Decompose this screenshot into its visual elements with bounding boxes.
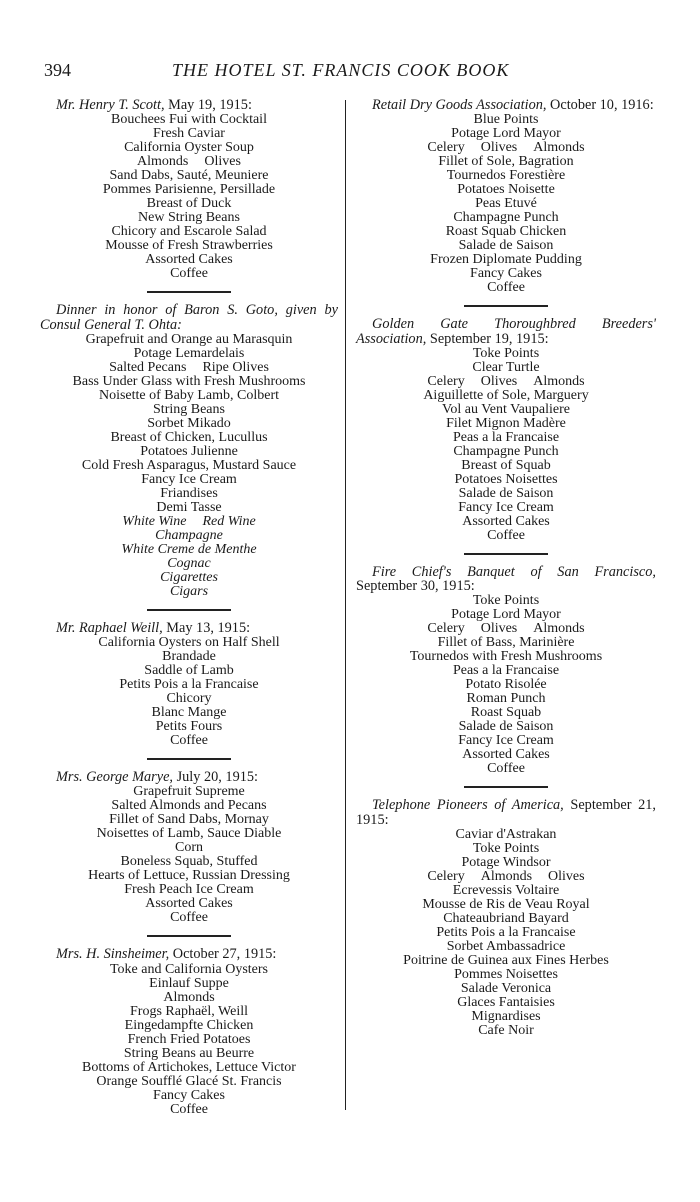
menu-item-text: Peas Etuvé	[475, 196, 537, 212]
menu-item-text: Coffee	[170, 733, 208, 749]
menu-item-text: Tournedos with Fresh Mushrooms	[409, 649, 603, 665]
menu-host: Mrs. George Marye,	[56, 769, 173, 786]
menu-title	[40, 947, 338, 961]
menu-item	[40, 897, 338, 911]
section-divider	[464, 786, 548, 788]
menu-item-text: Bottoms of Artichokes, Lettuce Victor	[82, 1059, 296, 1075]
left-column	[40, 98, 338, 1117]
menu-item	[40, 636, 338, 650]
menu-block	[40, 303, 338, 599]
menu-item	[40, 183, 338, 197]
menu-item-text: Red Wine	[202, 513, 256, 529]
menu-item	[40, 841, 338, 855]
menu-item-text: Fancy Ice Cream	[458, 499, 554, 515]
menu-title	[356, 565, 656, 594]
menu-block	[356, 798, 656, 1038]
menu-item	[40, 813, 338, 827]
menu-item	[40, 473, 338, 487]
menu-item	[40, 197, 338, 211]
menu-item	[356, 445, 656, 459]
menu-item-text: White Creme de Menthe	[121, 541, 257, 557]
menu-item	[40, 799, 338, 813]
menu-item-text: Salade Veronica	[460, 981, 552, 997]
menu-item	[40, 225, 338, 239]
menu-item	[40, 963, 338, 977]
menu-item	[356, 982, 656, 996]
menu-item	[40, 141, 338, 155]
menu-item	[356, 748, 656, 762]
menu-item	[40, 1033, 338, 1047]
menu-item-text: Potatoes Noisettes	[454, 471, 558, 487]
menu-item-text: Celery	[427, 621, 465, 637]
menu-item	[40, 785, 338, 799]
menu-item	[356, 996, 656, 1010]
menu-item	[356, 842, 656, 856]
menu-item-text: Almonds	[533, 373, 585, 389]
menu-item	[40, 501, 338, 515]
menu-item-text: Blue Points	[473, 112, 539, 128]
menu-item	[356, 898, 656, 912]
menu-item-text: Fillet of Bass, Marinière	[437, 635, 575, 651]
menu-item-text: Vol au Vent Vaupaliere	[442, 401, 570, 417]
menu-item	[356, 487, 656, 501]
menu-item	[356, 954, 656, 968]
menu-item-text: Fancy Cakes	[470, 266, 542, 282]
menu-item	[356, 113, 656, 127]
menu-item-text: Noisettes of Lamb, Sauce Diable	[96, 826, 282, 842]
menu-item-text: Bass Under Glass with Fresh Mushrooms	[72, 373, 306, 389]
section-divider	[464, 553, 548, 555]
menu-item	[356, 347, 656, 361]
menu-item-text: Mignardises	[471, 1009, 541, 1025]
menu-item-text: Celery	[427, 373, 465, 389]
menu-host: Retail Dry Goods Association,	[372, 97, 547, 113]
menu-item-text: Potato Risolée	[465, 677, 547, 693]
menu-item	[356, 650, 656, 664]
menu-item	[356, 636, 656, 650]
menu-item-text: Olives	[204, 154, 241, 170]
menu-item-text: Chicory and Escarole Salad	[111, 224, 267, 240]
menu-item-text: Assorted Cakes	[462, 513, 550, 529]
menu-item	[40, 113, 338, 127]
menu-item-text: Salade de Saison	[458, 238, 554, 254]
menu-item-text: Blanc Mange	[151, 705, 227, 721]
menu-item	[40, 1089, 338, 1103]
menu-item	[40, 487, 338, 501]
menu-item-text: Coffee	[487, 527, 525, 543]
menu-item-text: Eingedampfte Chicken	[124, 1017, 254, 1033]
menu-item-text: Assorted Cakes	[145, 252, 233, 268]
beverage-item	[40, 515, 338, 529]
menu-item	[356, 762, 656, 776]
menu-item	[356, 267, 656, 281]
menu-item-text: Frogs Raphaël, Weill	[130, 1003, 248, 1019]
menu-item	[356, 281, 656, 295]
menu-item-text: Peas a la Francaise	[452, 663, 560, 679]
menu-item-text: Petits Pois a la Francaise	[436, 925, 576, 941]
menu-item	[40, 911, 338, 925]
menu-item	[356, 473, 656, 487]
menu-item-text: Potage Windsor	[461, 855, 551, 871]
menu-item-text: Chicory	[166, 691, 212, 707]
menu-item-text: Petits Pois a la Francaise	[119, 677, 259, 693]
menu-item-text: Brandade	[162, 649, 216, 665]
menu-item-text: Celery	[427, 140, 465, 156]
menu-item	[356, 856, 656, 870]
menu-item-text: Sorbet Mikado	[147, 415, 231, 431]
menu-item	[356, 529, 656, 543]
menu-item-text: Toke Points	[472, 593, 540, 609]
menu-item-text: Cognac	[167, 555, 211, 571]
menu-item	[40, 417, 338, 431]
menu-item	[40, 706, 338, 720]
menu-item-text: Cafe Noir	[478, 1023, 534, 1039]
menu-item-text: Roast Squab	[470, 705, 542, 721]
menu-host: Fire Chief's Banquet of San Francisco,	[372, 563, 656, 580]
menu-item-text: Hearts of Lettuce, Russian Dressing	[88, 868, 290, 884]
menu-title	[356, 798, 656, 827]
menu-item-text: Ecrevessis Voltaire	[452, 883, 560, 899]
menu-item-text: Almonds	[533, 140, 585, 156]
menu-item-text: Aiguillette of Sole, Marguery	[423, 387, 589, 403]
section-divider	[464, 305, 548, 307]
beverage-item	[40, 543, 338, 557]
menu-item	[356, 706, 656, 720]
menu-item	[356, 239, 656, 253]
menu-host: Mr. Raphael Weill,	[56, 619, 163, 636]
menu-item	[356, 211, 656, 225]
menu-item	[40, 431, 338, 445]
menu-date: October 10, 1916:	[546, 97, 654, 113]
beverage-item	[40, 571, 338, 585]
menu-item	[40, 361, 338, 375]
menu-item	[356, 1010, 656, 1024]
menu-item-text: Olives	[480, 140, 518, 156]
menu-item	[40, 991, 338, 1005]
menu-item-text: Assorted Cakes	[145, 896, 233, 912]
menu-item	[40, 459, 338, 473]
menu-item-text: Peas a la Francaise	[452, 429, 560, 445]
menu-item	[356, 155, 656, 169]
menu-item-text: Noisette of Baby Lamb, Colbert	[98, 387, 280, 403]
menu-item	[356, 417, 656, 431]
menu-item	[40, 1019, 338, 1033]
menu-item-text: Tournedos Forestière	[446, 168, 566, 184]
menu-item-text: Filet Mignon Madère	[446, 415, 566, 431]
menu-item	[356, 678, 656, 692]
menu-item	[356, 940, 656, 954]
menu-title	[40, 98, 338, 112]
menu-item-text: Almonds	[163, 989, 215, 1005]
menu-item	[356, 884, 656, 898]
menu-item-text: Saddle of Lamb	[144, 663, 234, 679]
menu-item-text: Coffee	[170, 1101, 208, 1117]
menu-item	[40, 267, 338, 281]
menu-item	[40, 389, 338, 403]
menu-item-text: White Wine	[122, 513, 187, 529]
menu-host: Mrs. H. Sinsheimer,	[56, 946, 170, 963]
menu-item-text: California Oyster Soup	[124, 140, 254, 156]
menu-item-text: New String Beans	[138, 210, 240, 226]
menu-item	[356, 912, 656, 926]
menu-item	[356, 375, 656, 389]
column-rule	[345, 100, 346, 1110]
menu-item	[40, 1047, 338, 1061]
beverage-item	[40, 529, 338, 543]
menu-item	[356, 225, 656, 239]
menu-host: Telephone Pioneers of America,	[372, 797, 564, 814]
menu-item	[40, 855, 338, 869]
menu-item	[356, 594, 656, 608]
menu-item	[356, 431, 656, 445]
menu-block	[40, 621, 338, 748]
menu-item	[356, 1024, 656, 1038]
menu-item-text: Potage Lemardelais	[133, 345, 245, 361]
menu-date: September 19, 1915:	[426, 330, 549, 347]
menu-item	[40, 333, 338, 347]
menu-item	[40, 1103, 338, 1117]
menu-title	[40, 303, 338, 332]
menu-item-text: Grapefruit and Orange au Marasquin	[85, 331, 293, 347]
menu-item-text: Roast Squab Chicken	[445, 224, 567, 240]
menu-item	[356, 127, 656, 141]
menu-item	[356, 720, 656, 734]
menu-item-text: Mousse de Ris de Veau Royal	[422, 897, 590, 913]
menu-item	[356, 141, 656, 155]
menu-item-text: Olives	[480, 373, 518, 389]
menu-item-text: Assorted Cakes	[462, 747, 550, 763]
menu-item-text: Fresh Caviar	[153, 126, 225, 142]
menu-item	[40, 827, 338, 841]
menu-item-text: Celery	[427, 869, 465, 885]
menu-item	[356, 692, 656, 706]
menu-item-text: Mousse of Fresh Strawberries	[105, 238, 273, 254]
menu-item-text: Coffee	[487, 761, 525, 777]
menu-item-text: Fancy Ice Cream	[141, 471, 237, 487]
menu-item-text: Boneless Squab, Stuffed	[120, 854, 258, 870]
menu-item-text: Fillet of Sand Dabs, Mornay	[109, 812, 269, 828]
menu-item-text: Fillet of Sole, Bagration	[438, 154, 574, 170]
menu-item-text: Almonds	[533, 621, 585, 637]
menu-title	[356, 98, 656, 112]
menu-item	[40, 678, 338, 692]
menu-block	[40, 947, 338, 1116]
menu-item-text: Champagne	[155, 527, 223, 543]
menu-item	[40, 692, 338, 706]
menu-item-text: String Beans au Beurre	[123, 1045, 255, 1061]
menu-item-text: Toke Points	[472, 345, 540, 361]
menu-date: September 30, 1915:	[356, 578, 475, 595]
menu-item	[356, 968, 656, 982]
menu-item	[356, 253, 656, 267]
menu-date: July 20, 1915:	[173, 769, 258, 786]
menu-item	[356, 926, 656, 940]
menu-item-text: Breast of Duck	[146, 196, 232, 212]
menu-item-text: Potage Lord Mayor	[451, 126, 561, 142]
menu-item-text: Roman Punch	[466, 691, 546, 707]
menu-item-text: Frozen Diplomate Pudding	[430, 252, 582, 268]
menu-item-text: California Oysters on Half Shell	[98, 635, 280, 651]
menu-item-text: Champagne Punch	[453, 210, 559, 226]
menu-item-text: Glaces Fantaisies	[457, 995, 555, 1011]
menu-item-text: Almonds	[480, 869, 533, 885]
menu-block	[356, 317, 656, 543]
menu-item-text: Olives	[480, 621, 518, 637]
beverage-item	[40, 557, 338, 571]
menu-item	[356, 515, 656, 529]
menu-item-text: Coffee	[170, 910, 208, 926]
menu-item-text: Fresh Peach Ice Cream	[124, 882, 254, 898]
menu-item-text: Toke and California Oysters	[109, 961, 269, 977]
menu-item	[356, 197, 656, 211]
menu-item-text: Poitrine de Guinea aux Fines Herbes	[403, 953, 609, 969]
menu-item-text: Potatoes Noisette	[457, 182, 555, 198]
menu-item-text: Breast of Squab	[461, 457, 551, 473]
menu-item-text: String Beans	[153, 401, 225, 417]
menu-item-text: Salted Pecans	[109, 359, 187, 375]
menu-host: Golden Gate Thoroughbred Breeders' Association,	[356, 316, 656, 347]
menu-item	[40, 239, 338, 253]
menu-item-text: Toke Points	[472, 841, 540, 857]
menu-item-text: Grapefruit Supreme	[133, 784, 245, 800]
menu-item	[40, 1075, 338, 1089]
menu-item	[40, 375, 338, 389]
menu-item	[356, 403, 656, 417]
menu-title	[356, 317, 656, 346]
menu-block	[40, 770, 338, 925]
menu-item	[40, 734, 338, 748]
menu-item-text: Olives	[548, 869, 585, 885]
menu-item	[40, 403, 338, 417]
menu-item	[356, 389, 656, 403]
menu-date: May 19, 1915:	[164, 97, 252, 113]
menu-item	[356, 664, 656, 678]
menu-item-text: Pommes Parisienne, Persillade	[102, 182, 276, 198]
menu-item-text: Einlauf Suppe	[149, 975, 229, 991]
menu-item-text: Sorbet Ambassadrice	[446, 939, 566, 955]
menu-item-text: Fancy Ice Cream	[458, 733, 554, 749]
section-divider	[147, 935, 231, 937]
menu-item-text: Caviar d'Astrakan	[455, 827, 557, 843]
menu-item	[40, 1005, 338, 1019]
menu-item-text: Salted Almonds and Pecans	[111, 798, 267, 814]
menu-item-text: Bouchees Fui with Cocktail	[111, 112, 267, 128]
menu-item	[40, 720, 338, 734]
menu-item-text: Cold Fresh Asparagus, Mustard Sauce	[81, 457, 297, 473]
menu-item	[356, 501, 656, 515]
running-title: THE HOTEL ST. FRANCIS COOK BOOK	[172, 60, 510, 80]
menu-item	[40, 1061, 338, 1075]
menu-item	[40, 869, 338, 883]
menu-title	[40, 770, 338, 784]
menu-item	[356, 870, 656, 884]
menu-item-text: Almonds	[137, 154, 189, 170]
menu-item	[40, 883, 338, 897]
page-number: 394	[44, 60, 71, 80]
menu-item-text: Cigarettes	[160, 569, 218, 585]
menu-item	[356, 734, 656, 748]
menu-date: September 21, 1915:	[356, 797, 656, 828]
menu-item-text: Breast of Chicken, Lucullus	[110, 429, 268, 445]
menu-date: May 13, 1915:	[162, 619, 251, 636]
menu-item-text: Fancy Cakes	[153, 1087, 225, 1103]
menu-host: Dinner in honor of Baron S. Goto, given by Consul General T. Ohta:	[40, 302, 338, 333]
menu-item-text: Champagne Punch	[453, 443, 559, 459]
menu-item	[40, 664, 338, 678]
menu-item-text: Potatoes Julienne	[140, 443, 238, 459]
menu-item	[356, 828, 656, 842]
menu-item	[356, 622, 656, 636]
menu-item	[40, 169, 338, 183]
menu-item-text: Salade de Saison	[458, 719, 554, 735]
menu-title	[40, 621, 338, 635]
page-header	[44, 60, 644, 86]
menu-item-text: Pommes Noisettes	[454, 967, 558, 983]
menu-item-text: Potage Lord Mayor	[451, 607, 561, 623]
menu-item-text: Orange Soufflé Glacé St. Francis	[96, 1073, 282, 1089]
menu-item-text: Ripe Olives	[202, 359, 269, 375]
menu-item	[356, 459, 656, 473]
section-divider	[147, 758, 231, 760]
menu-item	[40, 211, 338, 225]
menu-item-text: French Fried Potatoes	[127, 1031, 251, 1047]
menu-item-text: Demi Tasse	[156, 499, 222, 515]
menu-block	[356, 98, 656, 295]
menu-item-text: Corn	[175, 840, 203, 856]
menu-item-text: Chateaubriand Bayard	[443, 911, 569, 927]
menu-item	[356, 169, 656, 183]
section-divider	[147, 291, 231, 293]
menu-item-text: Cigars	[169, 583, 209, 599]
section-divider	[147, 609, 231, 611]
menu-item-text: Petits Fours	[155, 719, 223, 735]
right-column	[356, 98, 656, 1038]
menu-item	[40, 347, 338, 361]
menu-item-text: Sand Dabs, Sauté, Meuniere	[109, 168, 269, 184]
menu-date: October 27, 1915:	[169, 946, 277, 963]
menu-item	[40, 650, 338, 664]
menu-item	[356, 608, 656, 622]
menu-block	[40, 98, 338, 281]
beverage-item	[40, 585, 338, 599]
menu-item	[356, 361, 656, 375]
menu-item-text: Clear Turtle	[472, 359, 540, 375]
menu-item	[40, 977, 338, 991]
menu-item	[40, 253, 338, 267]
menu-host: Mr. Henry T. Scott,	[56, 97, 165, 113]
menu-item-text: Salade de Saison	[458, 485, 554, 501]
menu-item	[40, 155, 338, 169]
menu-item	[40, 127, 338, 141]
menu-item	[40, 445, 338, 459]
menu-item-text: Coffee	[487, 280, 525, 296]
menu-block	[356, 565, 656, 777]
menu-item-text: Friandises	[160, 485, 218, 501]
menu-item	[356, 183, 656, 197]
menu-item-text: Coffee	[170, 266, 208, 282]
